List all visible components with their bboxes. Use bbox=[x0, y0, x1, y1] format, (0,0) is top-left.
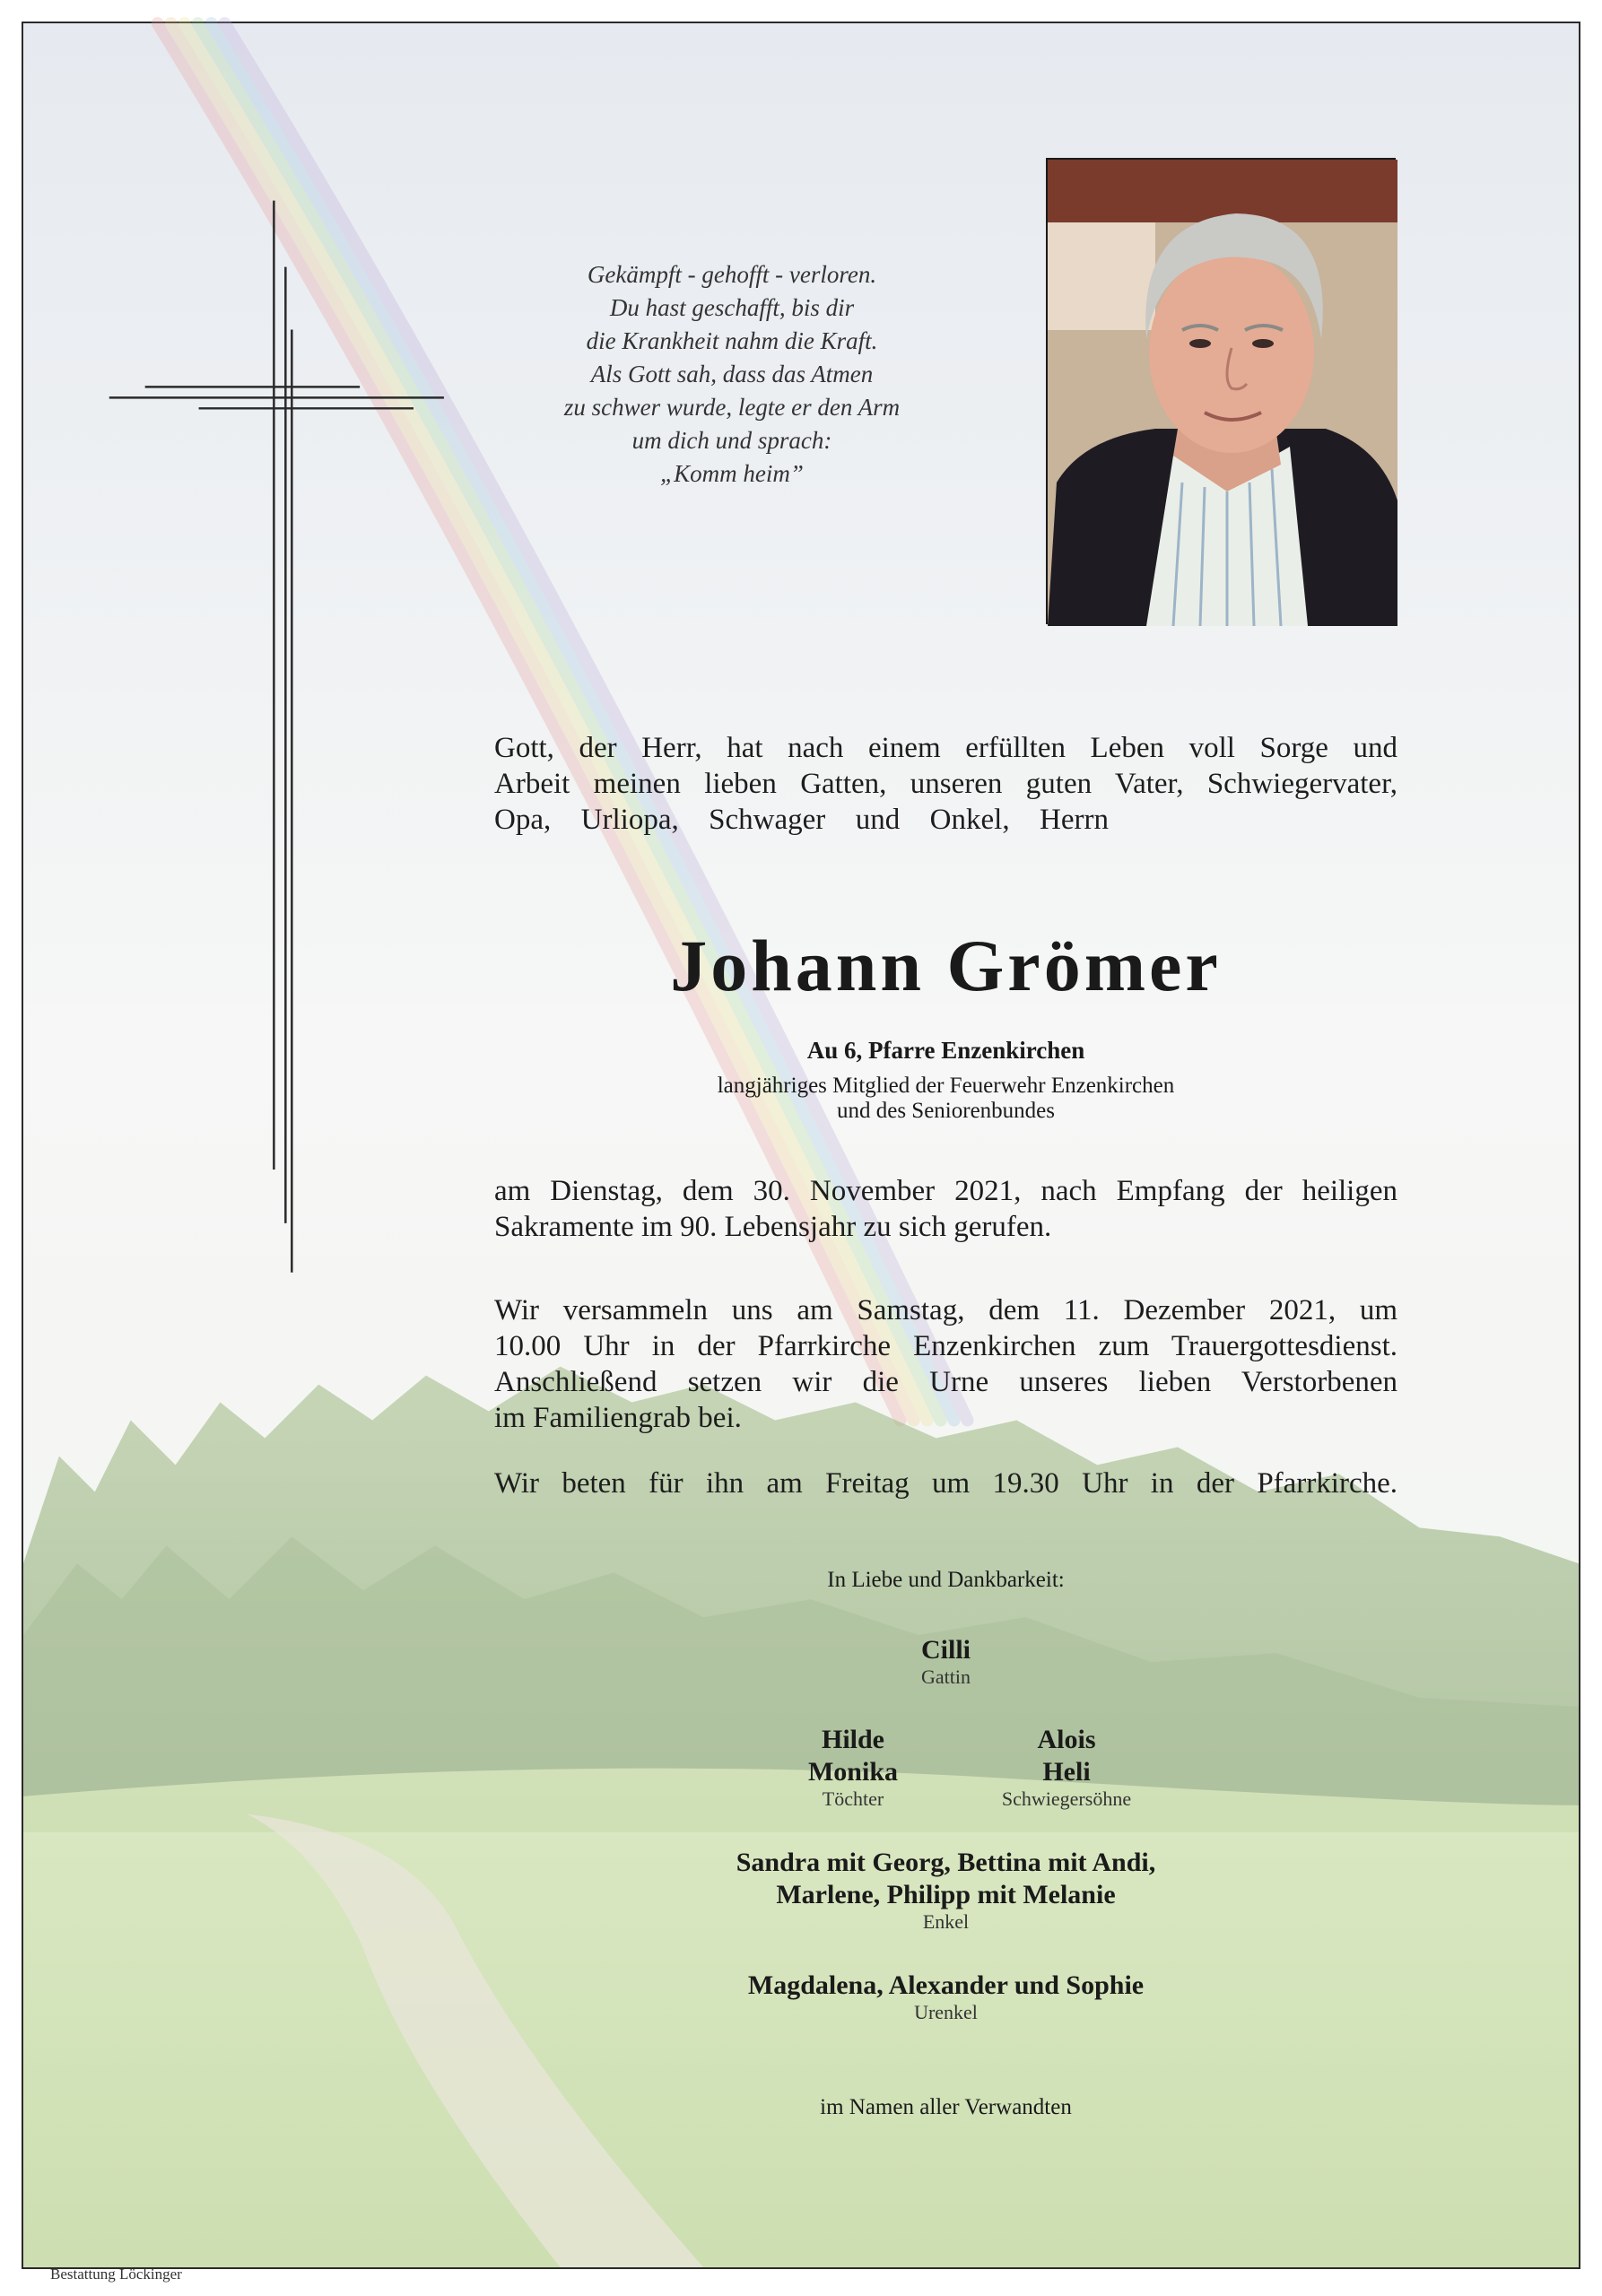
son-in-law-name: Alois bbox=[1037, 1725, 1096, 1754]
poem bbox=[508, 258, 956, 491]
spouse-entry bbox=[494, 1634, 1397, 1688]
poem-line: Du hast geschafft, bis dir bbox=[609, 294, 855, 321]
portrait-illustration bbox=[1048, 160, 1397, 626]
poem-line: „Komm heim” bbox=[660, 460, 804, 487]
grandchildren-role: Enkel bbox=[922, 1910, 970, 1933]
funeral-line: Anschließend setzen wir die Urne unseres lieben Verstorbenen bbox=[494, 1366, 1397, 1398]
death-notice bbox=[494, 1173, 1397, 1245]
prayer-info bbox=[494, 1465, 1397, 1501]
membership-line: und des Seniorenbundes bbox=[836, 1099, 1056, 1123]
poem-line: um dich und sprach: bbox=[631, 427, 832, 454]
daughters-role: Töchter bbox=[822, 1787, 884, 1810]
sons-in-law-role: Schwiegersöhne bbox=[1001, 1787, 1132, 1810]
funeral-line: im Familiengrab bei. bbox=[494, 1402, 742, 1434]
poem-line: die Krankheit nahm die Kraft. bbox=[586, 327, 878, 354]
spouse-name: Cilli bbox=[920, 1635, 971, 1665]
obituary-card bbox=[22, 22, 1580, 2283]
spouse-role: Gattin bbox=[921, 1665, 971, 1688]
daughter-name: Monika bbox=[807, 1757, 899, 1787]
closing-line: im Namen aller Verwandten bbox=[820, 2095, 1072, 2119]
poem-line: Gekämpft - gehofft - verloren. bbox=[587, 261, 877, 288]
intro-line: Gott, der Herr, hat nach einem erfüllten Leben voll Sorge und bbox=[494, 732, 1397, 764]
intro-line: Opa, Urliopa, Schwager und Onkel, Herrn bbox=[494, 804, 1109, 836]
daughter-name: Hilde bbox=[821, 1725, 884, 1754]
intro-paragraph bbox=[494, 730, 1397, 838]
membership-line: langjähriges Mitglied der Feuerwehr Enzenkirchen bbox=[717, 1074, 1175, 1098]
deceased-name: Johann Grömer bbox=[670, 925, 1222, 1006]
great-grandchildren-names: Magdalena, Alexander und Sophie bbox=[747, 1970, 1145, 2000]
poem-line: Als Gott sah, dass das Atmen bbox=[590, 361, 874, 387]
grandchildren-line: Marlene, Philipp mit Melanie bbox=[776, 1880, 1116, 1909]
sons-in-law-entry bbox=[932, 1724, 1201, 1810]
funeral-line: 10.00 Uhr in der Pfarrkirche Enzenkirchen zum Trauergottesdienst. bbox=[494, 1330, 1397, 1362]
funeral-home-name: Bestattung Löckinger bbox=[50, 2266, 182, 2283]
death-notice-line: am Dienstag, dem 30. November 2021, nach Empfang der heiligen bbox=[494, 1175, 1397, 1207]
prayer-line: Wir beten für ihn am Freitag um 19.30 Uhr in der Pfarrkirche. bbox=[494, 1467, 1397, 1500]
son-in-law-name: Heli bbox=[1042, 1757, 1091, 1787]
deceased-details bbox=[494, 1037, 1397, 1124]
intro-line: Arbeit meinen lieben Gatten, unseren guten Vater, Schwiegervater, bbox=[494, 768, 1397, 800]
grandchildren-line: Sandra mit Georg, Bettina mit Andi, bbox=[736, 1848, 1156, 1877]
great-grandchildren-entry bbox=[494, 1970, 1397, 2023]
poem-line: zu schwer wurde, legte er den Arm bbox=[563, 394, 901, 421]
great-grandchildren-role: Urenkel bbox=[914, 2001, 978, 2023]
deceased-address: Au 6, Pfarre Enzenkirchen bbox=[806, 1037, 1085, 1064]
grandchildren-entry bbox=[494, 1847, 1397, 1933]
mourners-intro: In Liebe und Dankbarkeit: bbox=[827, 1568, 1065, 1592]
portrait-photo bbox=[1046, 158, 1396, 624]
funeral-line: Wir versammeln uns am Samstag, dem 11. Dezember 2021, um bbox=[494, 1294, 1397, 1326]
death-notice-line: Sakramente im 90. Lebensjahr zu sich gerufen. bbox=[494, 1211, 1052, 1243]
funeral-info bbox=[494, 1292, 1397, 1436]
